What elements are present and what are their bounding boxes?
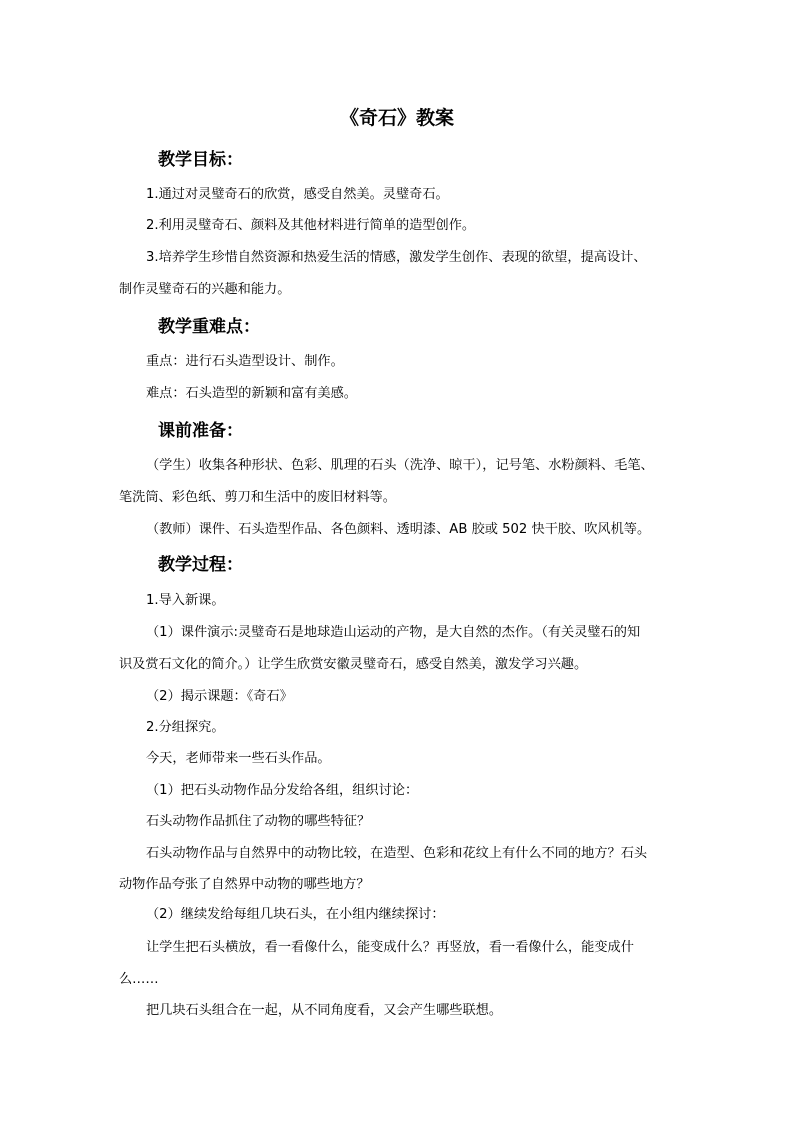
paragraph-line: 制作灵璧奇石的兴趣和能力。	[119, 282, 291, 297]
paragraph-line: 今天，老师带来一些石头作品。	[146, 751, 331, 766]
paragraph-line: 识及赏石文化的简介。）让学生欣赏安徽灵璧奇石，感受自然美，激发学习兴趣。	[119, 657, 588, 672]
section-heading-preparation: 课前准备：	[158, 421, 243, 441]
paragraph-line: （1）课件演示:灵璧奇石是地球造山运动的产物，是大自然的杰作。（有关灵璧石的知	[146, 625, 641, 640]
paragraph-line: （1）把石头动物作品分发给各组，组织讨论：	[146, 783, 419, 798]
paragraph-line: （学生）收集各种形状、色彩、肌理的石头（洗净、晾干），记号笔、水粉颜料、毛笔、	[146, 458, 654, 473]
paragraph-line: 石头动物作品抓住了动物的哪些特征？	[146, 814, 371, 829]
paragraph-line: 2.利用灵璧奇石、颜料及其他材料进行简单的造型创作。	[146, 218, 476, 233]
paragraph-line: 么……	[119, 972, 159, 987]
paragraph-line: （2）揭示课题：《奇石》	[146, 689, 293, 704]
paragraph-line: 难点：石头造型的新颖和富有美感。	[146, 386, 357, 401]
paragraph-line: 3.培养学生珍惜自然资源和热爱生活的情感，激发学生创作、表现的欲望，提高设计、	[146, 250, 647, 265]
paragraph-line: （教师）课件、石头造型作品、各色颜料、透明漆、AB 胶或 502 快干胶、吹风机等。	[146, 522, 651, 537]
section-heading-process: 教学过程：	[158, 555, 243, 575]
paragraph-line: 1.通过对灵璧奇石的欣赏，感受自然美。灵璧奇石。	[146, 187, 449, 202]
paragraph-line: 1.导入新课。	[146, 593, 225, 608]
paragraph-line: 让学生把石头横放，看一看像什么，能变成什么？再竖放，看一看像什么，能变成什	[146, 940, 634, 955]
paragraph-line: 重点：进行石头造型设计、制作。	[146, 354, 344, 369]
paragraph-line: 石头动物作品与自然界中的动物比较，在造型、色彩和花纹上有什么不同的地方？石头	[146, 846, 648, 861]
section-heading-objectives: 教学目标：	[158, 150, 243, 170]
paragraph-line: （2）继续发给每组几块石头，在小组内继续探讨：	[146, 907, 445, 922]
paragraph-line: 2.分组探究。	[146, 720, 225, 735]
paragraph-line: 动物作品夸张了自然界中动物的哪些地方？	[119, 877, 370, 892]
document-title: 《奇石》教案	[339, 107, 454, 129]
paragraph-line: 把几块石头组合在一起，从不同角度看，又会产生哪些联想。	[146, 1003, 503, 1018]
paragraph-line: 笔洗筒、彩色纸、剪刀和生活中的废旧材料等。	[119, 490, 396, 505]
section-heading-key-points: 教学重难点：	[158, 317, 260, 337]
